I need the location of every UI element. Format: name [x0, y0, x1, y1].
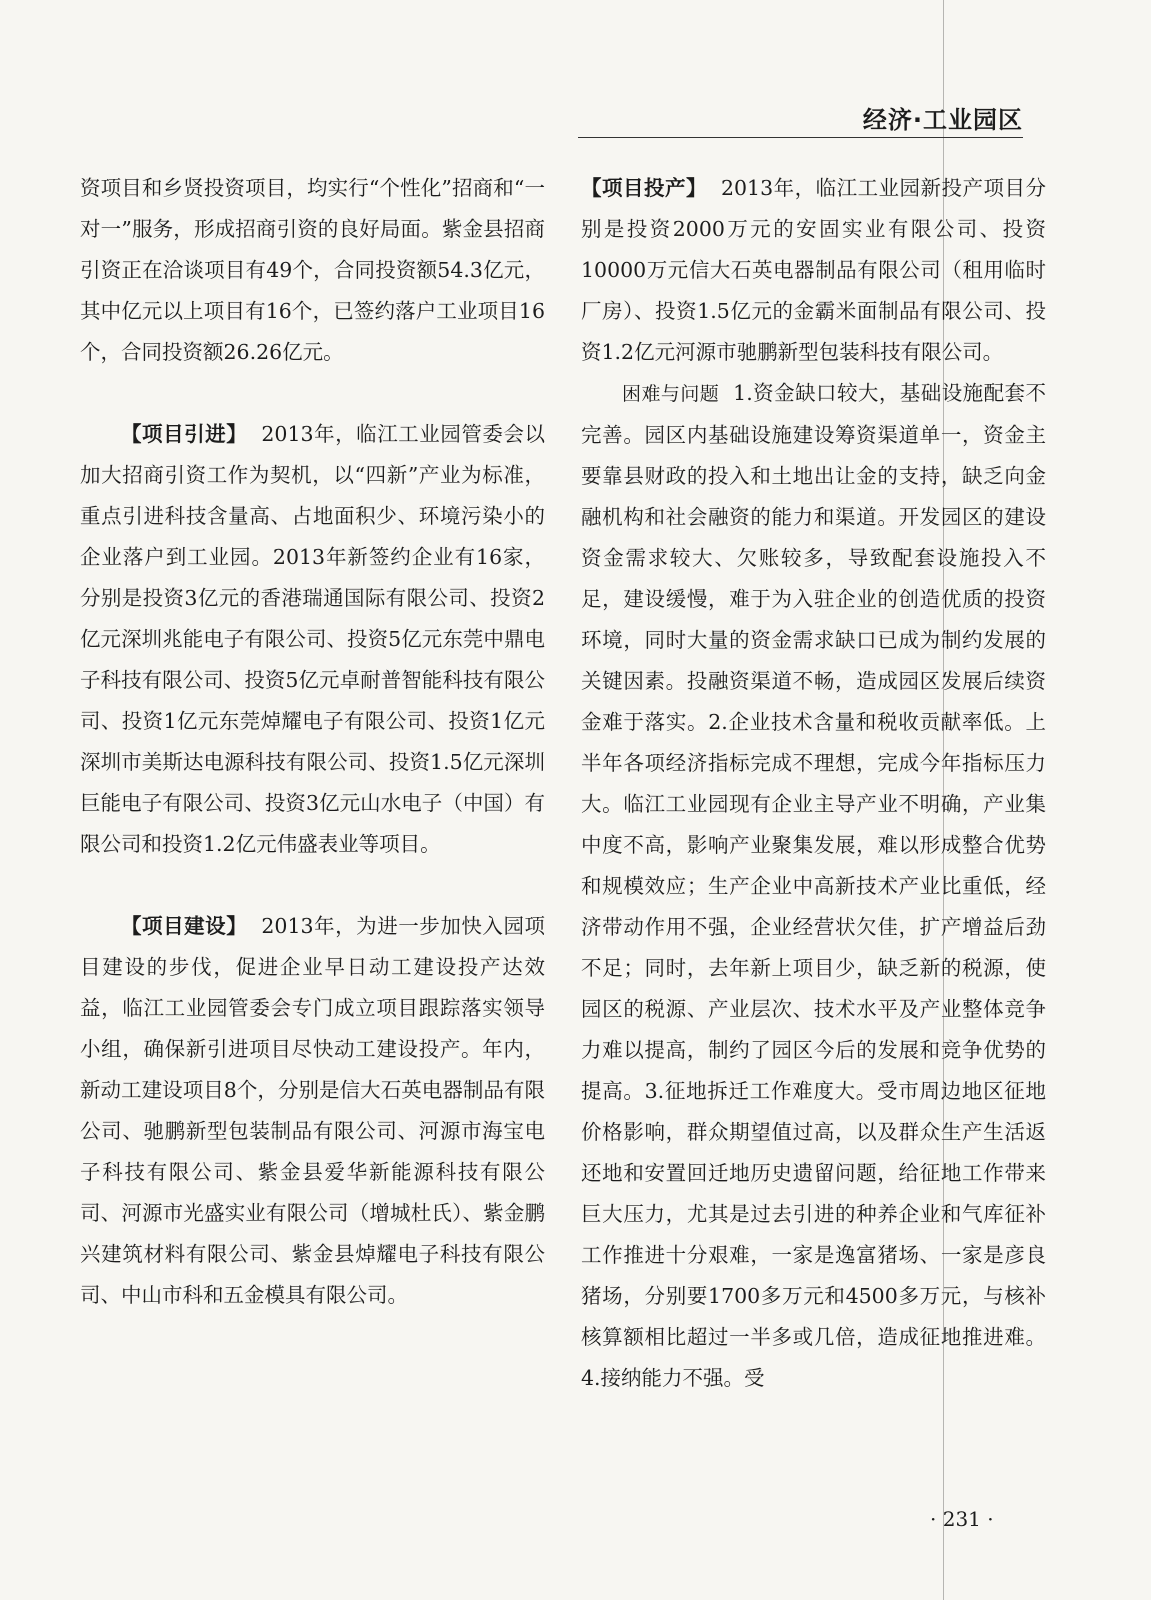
paragraph-text: 2013年，为进一步加快入园项目建设的步伐，促进企业早日动工建设投产达效益，临江工业园管委会专门成立项目跟踪落实领导小组，确保新引进项目尽快动工建设投产。年内，新动工建设项目8个，分别是信大石英电器制品有限公司、驰鹏新型包装制品有限公司、河源市海宝电子科技有限公司、紫金县爱华新能源科技有限公司、河源市光盛实业有限公司（增城杜氏）、紫金鹏兴建筑材料有限公司、紫金县焯耀电子科技有限公司、中山市科和五金模具有限公司。	[80, 914, 545, 1307]
paragraph-text: 1.资金缺口较大，基础设施配套不完善。园区内基础设施建设筹资渠道单一，资金主要靠县财政的投入和土地出让金的支持，缺乏向金融机构和社会融资的能力和渠道。开发园区的建设资金需求较大、欠账较多，导致配套设施投入不足，建设缓慢，难于为入驻企业的创造优质的投资环境，同时大量的资金需求缺口已成为制约发展的关键因素。投融资渠道不畅，造成园区发展后续资金难于落实。2.企业技术含量和税收贡献率低。上半年各项经济指标完成不理想，完成今年指标压力大。临江工业园现有企业主导产业不明确，产业集中度不高，影响产业聚集发展，难以形成整合优势和规模效应；生产企业中高新技术产业比重低，经济带动作用不强，企业经营状欠佳，扩产增益后劲不足；同时，去年新上项目少，缺乏新的税源，使园区的税源、产业层次、技术水平及产业整体竞争力难以提高，制约了园区今后的发展和竞争优势的提高。3.征地拆迁工作难度大。受市周边地区征地价格影响，群众期望值过高，以及群众生产生活返还地和安置回迁地历史遗留问题，给征地工作带来巨大压力，尤其是过去引进的种养企业和气库征补工作推进十分艰难，一家是逸富猪场、一家是彦良猪场，分别要1700多万元和4500多万元，与核补核算额相比超过一半多或几倍，造成征地推进难。4.接纳能力不强。受	[581, 381, 1046, 1390]
header-rule	[578, 137, 1023, 138]
section-tag-project-production: 【项目投产】	[581, 176, 707, 200]
paragraph-difficulties	[581, 373, 1046, 1399]
paragraph-text: 2013年，临江工业园新投产项目分别是投资2000万元的安固实业有限公司、投资10000万元信大石英电器制品有限公司（租用临时厂房）、投资1.5亿元的金霸米面制品有限公司、投资1.2亿元河源市驰鹏新型包装科技有限公司。	[581, 176, 1046, 364]
paragraph-project-production	[581, 168, 1046, 373]
paragraph-project-construction	[80, 906, 545, 1316]
section-header: 经济·工业园区	[862, 106, 1023, 134]
left-column	[80, 168, 545, 1316]
right-column	[581, 168, 1046, 1399]
section-tag-project-construction: 【项目建设】	[121, 914, 248, 938]
paragraph-text: 2013年，临江工业园管委会以加大招商引资工作为契机，以“四新”产业为标准，重点引进科技含量高、占地面积少、环境污染小的企业落户到工业园。2013年新签约企业有16家，分别是投资3亿元的香港瑞通国际有限公司、投资2亿元深圳兆能电子有限公司、投资5亿元东莞中鼎电子科技有限公司、投资5亿元卓耐普智能科技有限公司、投资1亿元东莞焯耀电子有限公司、投资1亿元深圳市美斯达电源科技有限公司、投资1.5亿元深圳巨能电子有限公司、投资3亿元山水电子（中国）有限公司和投资1.2亿元伟盛表业等项目。	[80, 422, 545, 856]
paragraph-project-introduction	[80, 414, 545, 865]
section-tag-project-introduction: 【项目引进】	[121, 422, 248, 446]
page-number: · 231 ·	[930, 1507, 994, 1531]
paragraph-continued: 资项目和乡贤投资项目，均实行“个性化”招商和“一对一”服务，形成招商引资的良好局面。紫金县招商引资正在洽谈项目有49个，合同投资额54.3亿元，其中亿元以上项目有16个，已签约落户工业项目16个，合同投资额26.26亿元。	[80, 176, 545, 364]
subhead-difficulties: 困难与问题	[622, 383, 720, 405]
